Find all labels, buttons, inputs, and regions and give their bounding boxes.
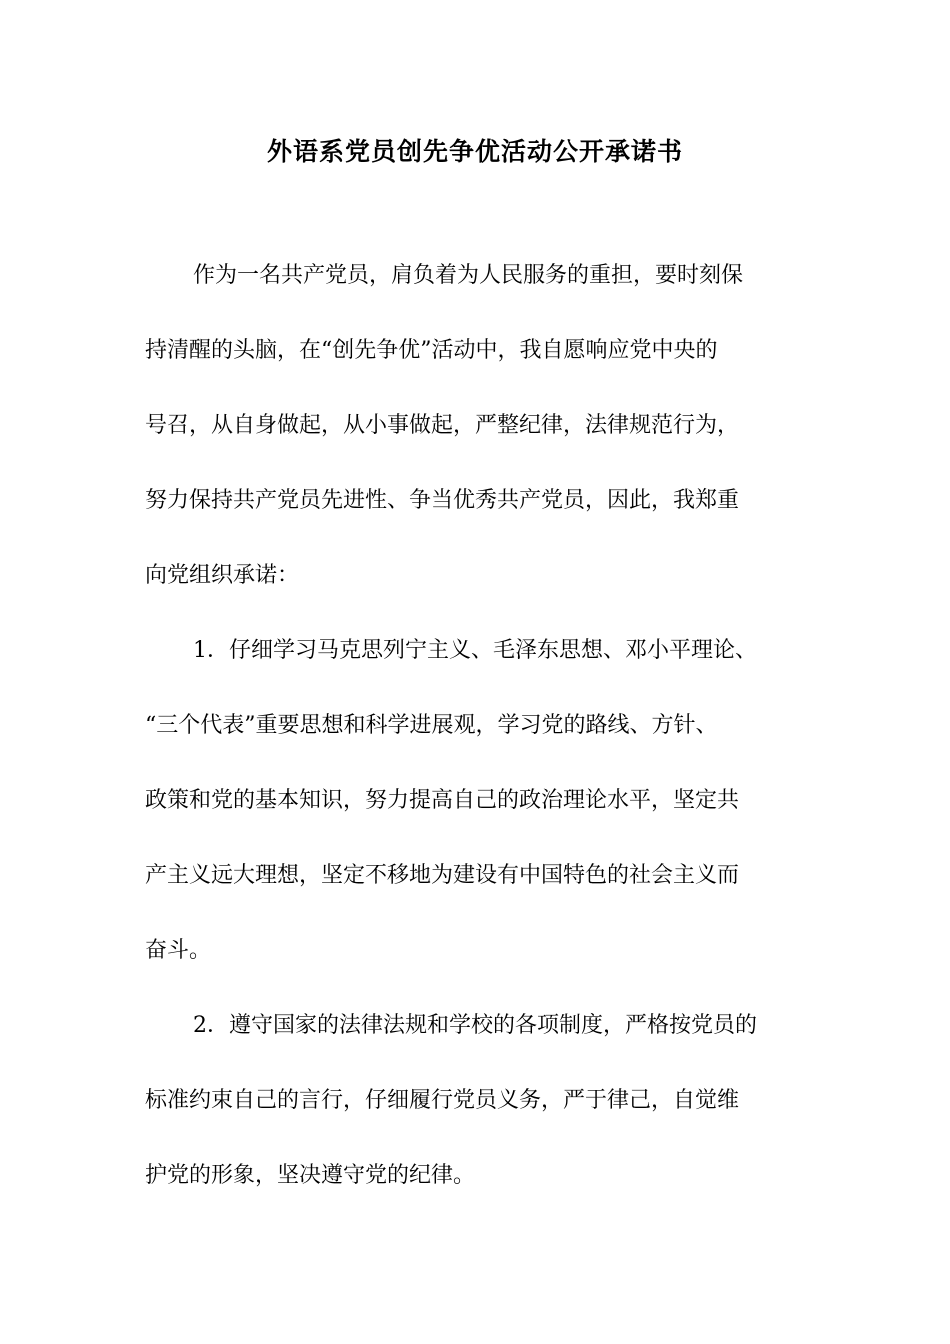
paragraph-line: 努力保持共产党员先进性、争当优秀共产党员，因此，我郑重 xyxy=(145,488,740,513)
paragraph-line: 持清醒的头脑，在“创先争优”活动中，我自愿响应党中央的 xyxy=(145,338,718,363)
document-title: 外语系党员创先争优活动公开承诺书 xyxy=(266,137,683,166)
paragraph-line: “三个代表”重要思想和科学进展观，学习党的路线、方针、 xyxy=(145,713,718,738)
paragraph-line: 政策和党的基本知识，努力提高自己的政治理论水平，坚定共 xyxy=(145,788,740,813)
paragraph-line: 向党组织承诺： xyxy=(145,563,300,588)
paragraph-line: 产主义远大理想，坚定不移地为建设有中国特色的社会主义而 xyxy=(145,863,740,888)
paragraph-line: 号召，从自身做起，从小事做起，严整纪律，法律规范行为， xyxy=(145,413,740,438)
paragraph-line: 标准约束自己的言行，仔细履行党员义务，严于律己，自觉维 xyxy=(145,1088,740,1113)
paragraph-line: 2．遵守国家的法律法规和学校的各项制度，严格按党员的 xyxy=(193,1013,757,1038)
paragraph-line: 作为一名共产党员，肩负着为人民服务的重担，要时刻保 xyxy=(193,263,744,288)
paragraph-line: 1．仔细学习马克思列宁主义、毛泽东思想、邓小平理论、 xyxy=(193,638,757,663)
paragraph-line: 护党的形象，坚决遵守党的纪律。 xyxy=(145,1163,476,1188)
paragraph-line: 奋斗。 xyxy=(145,938,212,963)
